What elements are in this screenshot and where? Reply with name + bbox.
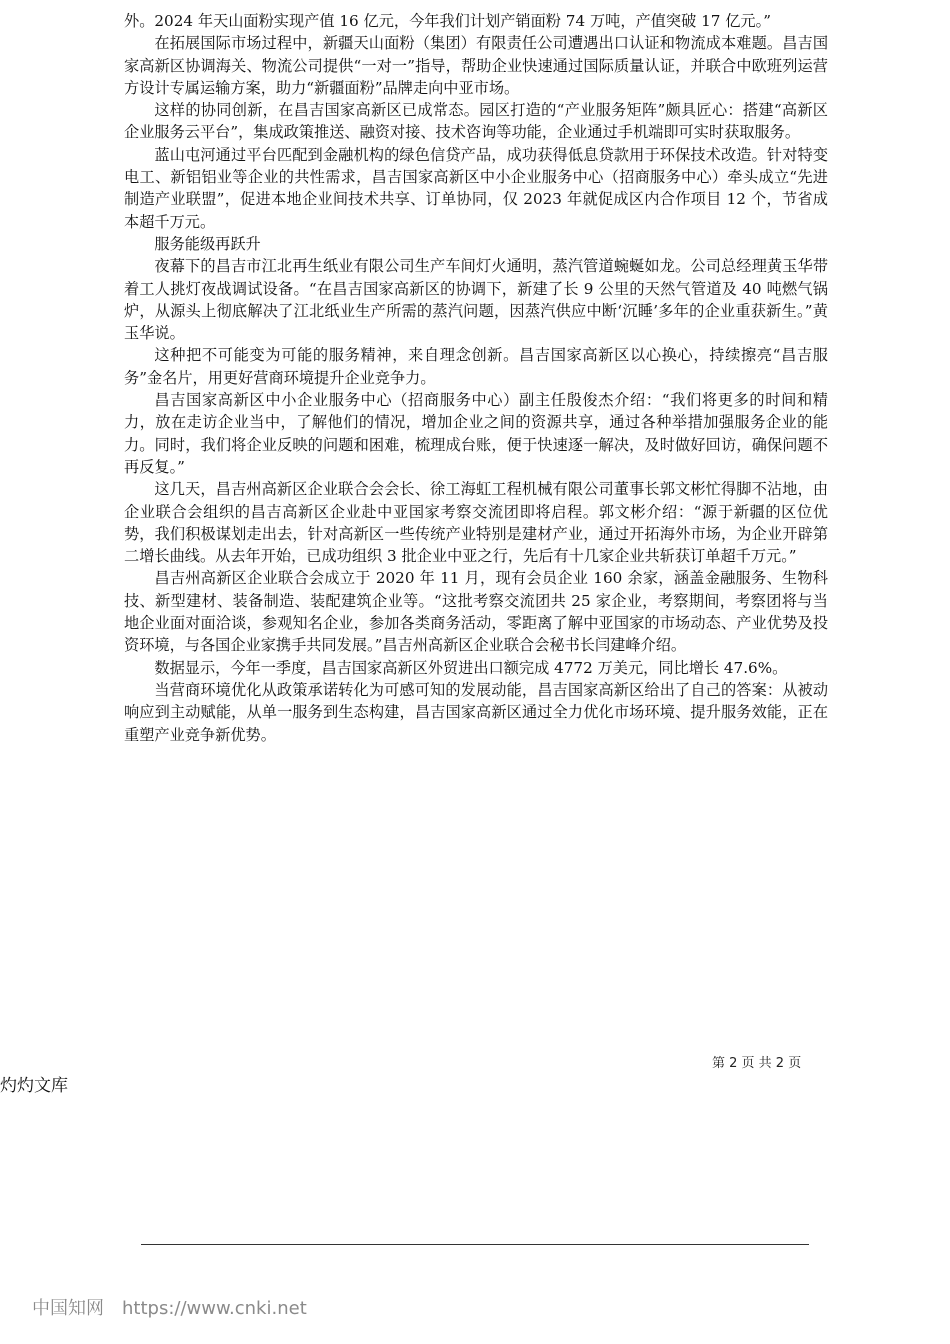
paragraph: 蓝山屯河通过平台匹配到金融机构的绿色信贷产品，成功获得低息贷款用于环保技术改造。针对特变电工、新铝铝业等企业的共性需求，昌吉国家高新区中小企业服务中心（招商服务中心）牵头成立“先进制造产业联盟”，促进本地企业间技术共享、订单协同，仅 2023 年就促成区内合作项目 12 个，节省成本超千万元。 <box>124 145 828 231</box>
section-heading: 服务能级再跃升 <box>154 234 261 253</box>
paragraph: 在拓展国际市场过程中，新疆天山面粉（集团）有限责任公司遭遇出口认证和物流成本难题。昌吉国家高新区协调海关、物流公司提供“一对一”指导，帮助企业快速通过国际质量认证，并联合中欧班列运营方设计专属运输方案，助力“新疆面粉”品牌走向中亚市场。 <box>124 34 828 97</box>
paragraph: 昌吉国家高新区中小企业服务中心（招商服务中心）副主任殷俊杰介绍：“我们将更多的时间和精力，放在走访企业当中，了解他们的情况，增加企业之间的资源共享，通过各种举措加强服务企业的能力。同时，我们将企业反映的问题和困难，梳理成台账，便于快速逐一解决，及时做好回访，确保问题不再反复。” <box>124 391 828 476</box>
paragraph: 当营商环境优化从政策承诺转化为可感可知的发展动能，昌吉国家高新区给出了自己的答案：从被动响应到主动赋能，从单一服务到生态构建，昌吉国家高新区通过全力优化市场环境、提升服务效能，正在重塑产业竞争新优势。 <box>124 680 828 744</box>
paragraph: 数据显示，今年一季度，昌吉国家高新区外贸进出口额完成 4772 万美元，同比增长 47.6%。 <box>154 658 788 677</box>
paragraph: 这种把不可能变为可能的服务精神，来自理念创新。昌吉国家高新区以心换心，持续擦亮“昌吉服务”金名片，用更好营商环境提升企业竞争力。 <box>124 346 828 387</box>
footer-url-link[interactable]: https://www.cnki.net <box>122 1298 307 1319</box>
paragraph: 夜幕下的昌吉市江北再生纸业有限公司生产车间灯火通明，蒸汽管道蜿蜒如龙。公司总经理黄玉华带着工人挑灯夜战调试设备。“在昌吉国家高新区的协调下，新建了长 9 公里的天然气管道及 40 吨燃气锅炉，从源头上彻底解决了江北纸业生产所需的蒸汽问题，因蒸汽供应中断‘沉睡’多年的企业重获新生。”黄玉华说。 <box>124 257 828 343</box>
page-number: 第 2 页 共 2 页 <box>712 1056 802 1071</box>
footer <box>32 1294 307 1320</box>
footer-brand: 中国知网 <box>32 1298 104 1319</box>
watermark-text: 灼灼文库 <box>0 1076 68 1096</box>
paragraph: 昌吉州高新区企业联合会成立于 2020 年 11 月，现有会员企业 160 余家，涵盖金融服务、生物科技、新型建材、装备制造、装配建筑企业等。“这批考察交流团共 25 家企业，考察期间，考察团将与当地企业面对面洽谈，参观知名企业，参加各类商务活动，零距离了解中亚国家的市场动态、产业优势及投资环境，与各国企业家携手共同发展。”昌吉州高新区企业联合会秘书长闫建峰介绍。 <box>124 569 828 655</box>
paragraph-continuation: 外。2024 年天山面粉实现产值 16 亿元，今年我们计划产销面粉 74 万吨，产值突破 17 亿元。” <box>124 12 771 30</box>
article-body <box>124 10 828 746</box>
paragraph: 这样的协同创新，在昌吉国家高新区已成常态。园区打造的“产业服务矩阵”颇具匠心：搭建“高新区企业服务云平台”，集成政策推送、融资对接、技术咨询等功能，企业通过手机端即可实时获取服务。 <box>124 101 828 142</box>
paragraph: 这几天，昌吉州高新区企业联合会会长、徐工海虹工程机械有限公司董事长郭文彬忙得脚不沾地，由企业联合会组织的昌吉高新区企业赴中亚国家考察交流团即将启程。郭文彬介绍：“源于新疆的区位优势，我们积极谋划走出去，针对高新区一些传统产业特别是建材产业，通过开拓海外市场，为企业开辟第二增长曲线。从去年开始，已成功组织 3 批企业中亚之行，先后有十几家企业共斩获订单超千万元。” <box>124 480 828 566</box>
footer-divider <box>141 1244 809 1245</box>
